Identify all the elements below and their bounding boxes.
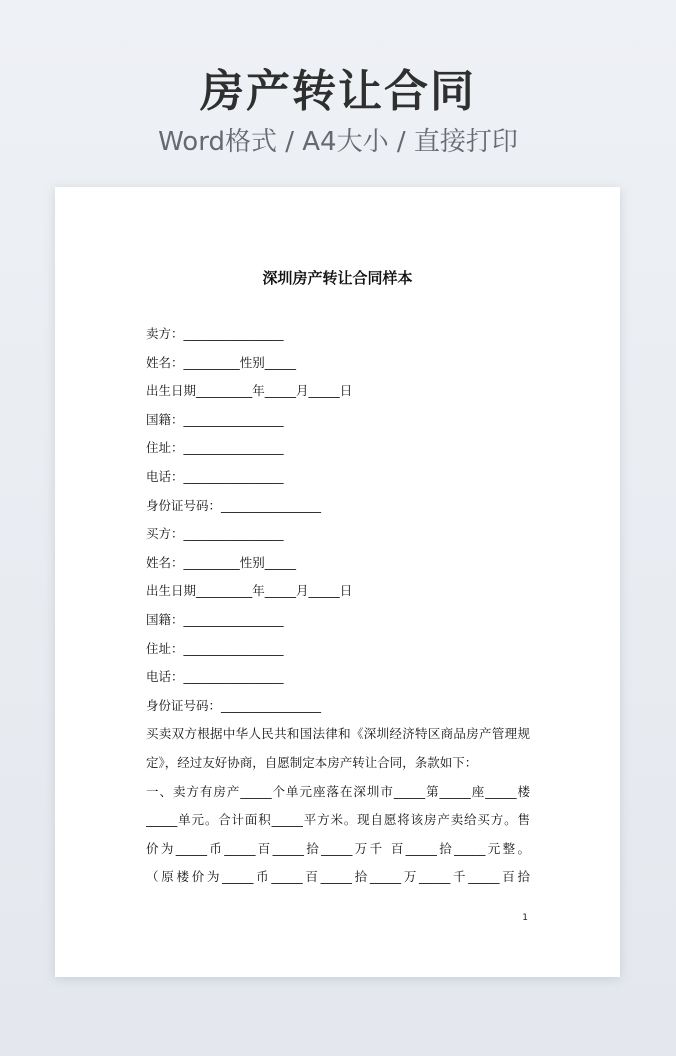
seller-name-gender-line: 姓名：_________性别_____ xyxy=(146,354,297,370)
document-page xyxy=(55,187,620,977)
document-body xyxy=(146,320,530,892)
buyer-birthdate-line: 出生日期_________年_____月_____日 xyxy=(146,583,353,599)
poster-subtitle: Word格式 / A4大小 / 直接打印 xyxy=(158,127,518,157)
seller-line: 卖方：________________ xyxy=(146,326,284,341)
clause-1-line-2: _____单元。合计面积_____平方米。现自愿将该房产卖给买方。售 xyxy=(146,812,530,828)
seller-birthdate-line: 出生日期_________年_____月_____日 xyxy=(146,383,353,399)
seller-nationality-line: 国籍：________________ xyxy=(146,411,284,427)
clause-1-line-1: 一、卖方有房产_____个单元座落在深圳市_____第_____座_____楼 xyxy=(146,783,530,799)
buyer-address-line: 住址：________________ xyxy=(146,640,284,656)
buyer-phone-line: 电话：________________ xyxy=(146,669,284,685)
seller-address-line: 住址：________________ xyxy=(146,440,284,456)
clause-1-line-4: （原楼价为_____币_____百_____拾_____万_____千_____百拾 xyxy=(146,869,530,885)
poster-title: 房产转让合同 xyxy=(200,66,476,117)
preamble-line-2: 定》，经过友好协商，自愿制定本房产转让合同，条款如下： xyxy=(146,754,478,770)
seller-phone-line: 电话：________________ xyxy=(146,468,284,484)
page-number: 1 xyxy=(522,913,528,923)
preamble-line-1: 买卖双方根据中华人民共和国法律和《深圳经济特区商品房产管理规 xyxy=(146,726,530,742)
buyer-name-gender-line: 姓名：_________性别_____ xyxy=(146,554,297,570)
clause-1-line-3: 价为_____币_____百_____拾_____万千 百_____拾_____元整。 xyxy=(146,840,530,856)
seller-id-line: 身份证号码：________________ xyxy=(146,497,322,513)
document-title: 深圳房产转让合同样本 xyxy=(262,269,413,287)
buyer-id-line: 身份证号码：________________ xyxy=(146,697,322,713)
buyer-line: 买方：________________ xyxy=(146,526,284,542)
buyer-nationality-line: 国籍：________________ xyxy=(146,611,284,627)
poster-header xyxy=(0,62,676,160)
